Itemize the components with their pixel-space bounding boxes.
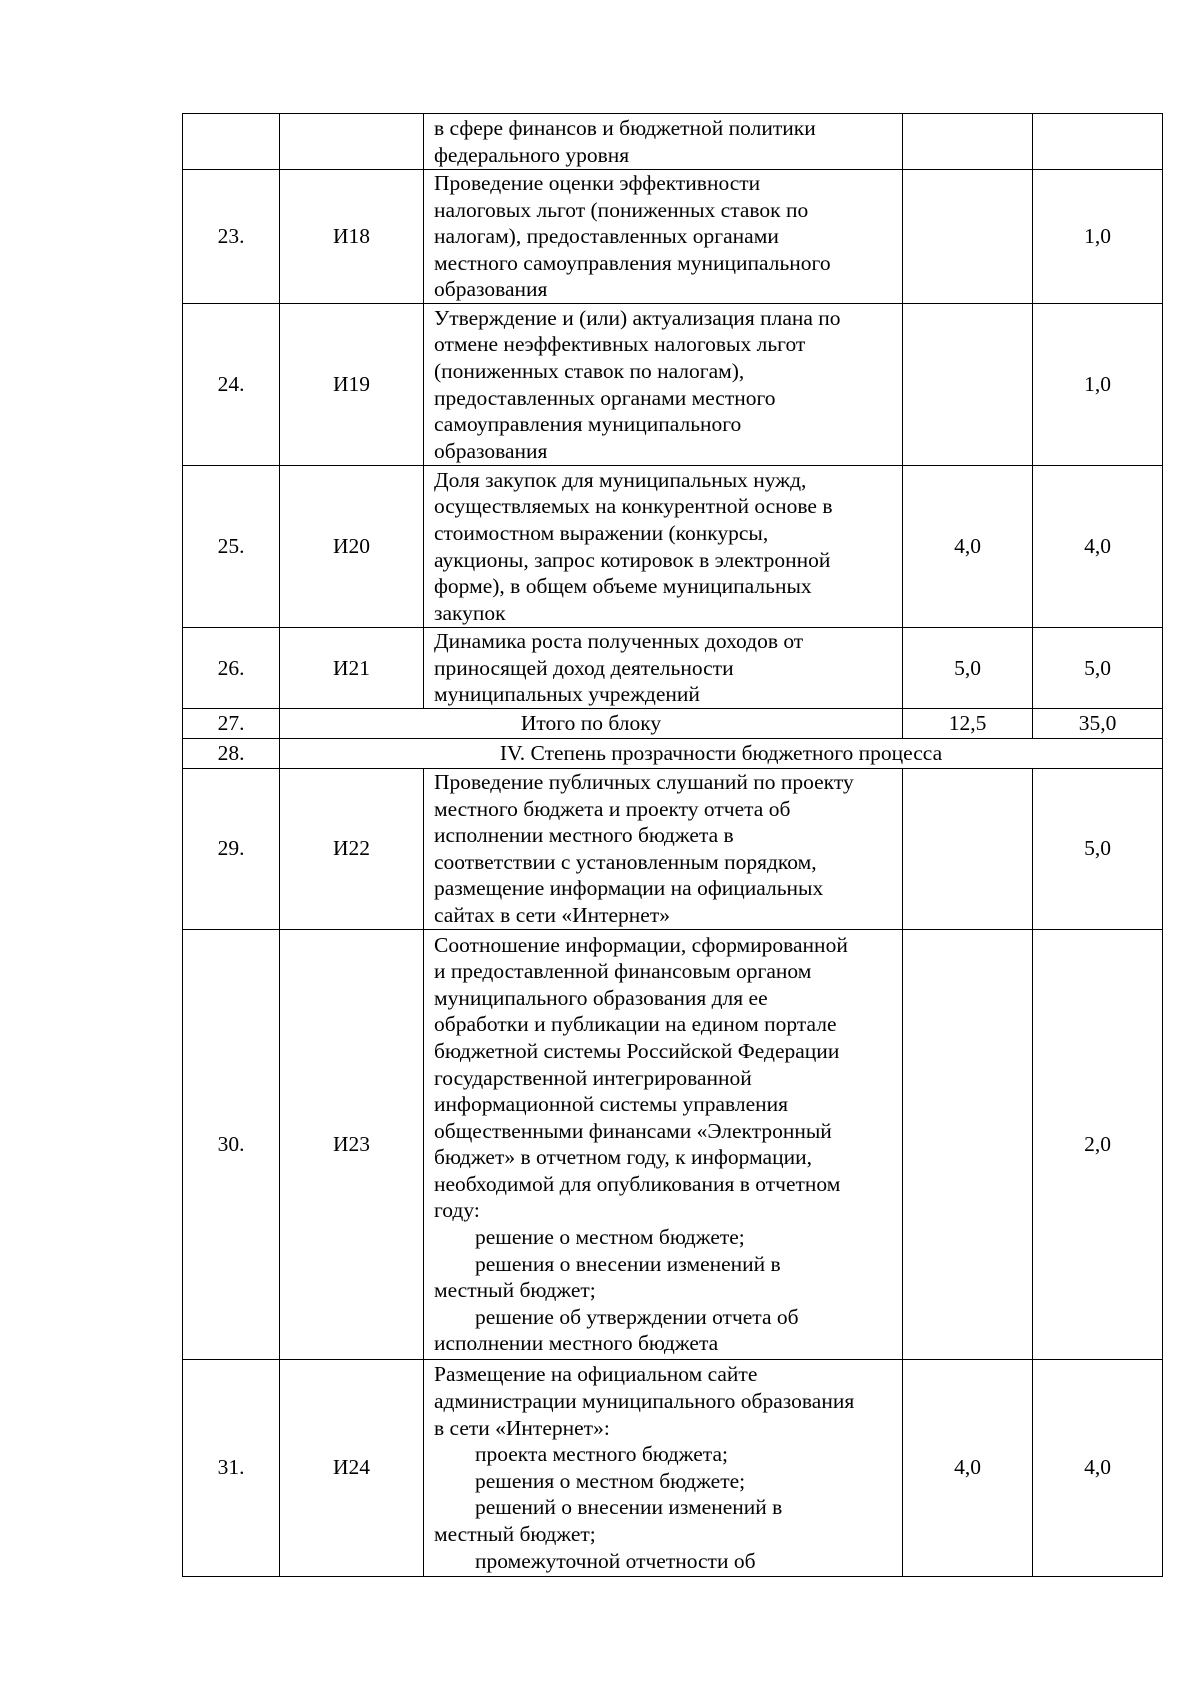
description-line: Динамика роста полученных доходов от — [434, 629, 804, 653]
indicator-code: И22 — [280, 768, 424, 929]
description-line: бюджетной системы Российской Федерации — [434, 1038, 840, 1063]
indicator-code: И24 — [280, 1359, 424, 1576]
description-line: Доля закупок для муниципальных нужд, — [434, 467, 807, 492]
description-line: решения о внесении изменений в — [475, 1251, 781, 1276]
indicator-description — [424, 929, 903, 1359]
row-number: 29. — [183, 768, 280, 929]
table-row — [183, 1359, 1163, 1576]
value-1: 4,0 — [903, 466, 1033, 628]
description-line: в сети «Интернет»: — [434, 1415, 610, 1440]
description-line: Утверждение и (или) актуализация плана по — [434, 305, 841, 330]
value-2: 4,0 — [1033, 1359, 1163, 1576]
indicator-code: И19 — [280, 304, 424, 466]
description-line: и предоставленной финансовым органом — [434, 959, 812, 984]
value-1 — [903, 170, 1033, 304]
indicator-code — [280, 114, 424, 170]
description-line: в сфере финансов и бюджетной политики — [434, 115, 816, 140]
value-1 — [903, 304, 1033, 466]
value-1 — [903, 768, 1033, 929]
description-line: осуществляемых на конкурентной основе в — [434, 494, 833, 519]
description-line: Соотношение информации, сформированной — [434, 932, 848, 957]
description-line: местный бюджет; — [434, 1521, 596, 1546]
description-line: решение о местном бюджете; — [475, 1225, 745, 1250]
description-line: федерального уровня — [434, 142, 630, 167]
table-row — [183, 170, 1163, 304]
description-line: местного бюджета и проекту отчета об — [434, 796, 791, 821]
indicator-table-body — [183, 114, 1163, 1577]
description-line: (пониженных ставок по налогам), — [434, 358, 745, 383]
table-row — [183, 628, 1163, 709]
value-1 — [903, 114, 1033, 170]
value-2: 5,0 — [1033, 768, 1163, 929]
description-line: закупок — [434, 600, 506, 625]
indicator-description — [424, 114, 903, 170]
description-line: форме), в общем объеме муниципальных — [434, 574, 812, 599]
total-row — [183, 708, 1163, 738]
value-1 — [903, 929, 1033, 1359]
row-number — [183, 114, 280, 170]
total-label: Итого по блоку — [280, 708, 903, 738]
value-2: 35,0 — [1033, 708, 1163, 738]
description-line: Размещение на официальном сайте — [434, 1362, 758, 1387]
description-line: Проведение оценки эффективности — [434, 171, 761, 196]
description-line: государственной интегрированной — [434, 1065, 752, 1090]
description-line: необходимой для опубликования в отчетном — [434, 1171, 841, 1196]
indicator-description — [424, 304, 903, 466]
description-line: общественными финансами «Электронный — [434, 1118, 832, 1143]
description-line: соответствии с установленным порядком, — [434, 849, 817, 874]
description-line: проекта местного бюджета; — [475, 1442, 728, 1467]
description-line: местный бюджет; — [434, 1278, 596, 1303]
indicator-code: И20 — [280, 466, 424, 628]
description-line: информационной системы управления — [434, 1092, 789, 1117]
indicator-code: И21 — [280, 628, 424, 709]
description-line: администрации муниципального образования — [434, 1389, 855, 1413]
description-line: решение об утверждении отчета об — [475, 1304, 799, 1329]
description-line: промежуточной отчетности об — [475, 1548, 756, 1573]
indicator-description — [424, 170, 903, 304]
description-line: году: — [434, 1198, 480, 1223]
description-line: отмене неэффективных налоговых льгот — [434, 332, 806, 357]
description-line: Проведение публичных слушаний по проекту — [434, 770, 854, 794]
description-line: бюджет» в отчетном году, к информации, — [434, 1145, 812, 1170]
indicator-description — [424, 628, 903, 709]
table-row — [183, 114, 1163, 170]
value-2 — [1033, 114, 1163, 170]
description-line: стоимостном выражении (конкурсы, — [434, 520, 769, 545]
value-2: 5,0 — [1033, 628, 1163, 709]
table-row — [183, 768, 1163, 929]
value-2: 1,0 — [1033, 304, 1163, 466]
description-line: муниципальных учреждений — [434, 682, 700, 707]
indicator-description — [424, 1359, 903, 1576]
description-line: образования — [434, 277, 548, 302]
row-number: 30. — [183, 929, 280, 1359]
indicator-description — [424, 466, 903, 628]
description-line: исполнении местного бюджета — [434, 1331, 719, 1356]
row-number: 24. — [183, 304, 280, 466]
description-line: налогам), предоставленных органами — [434, 224, 779, 249]
value-2: 1,0 — [1033, 170, 1163, 304]
indicator-code: И18 — [280, 170, 424, 304]
description-line: сайтах в сети «Интернет» — [434, 902, 670, 927]
description-line: муниципального образования для ее — [434, 985, 768, 1010]
description-line: предоставленных органами местного — [434, 385, 776, 410]
section-title: IV. Степень прозрачности бюджетного процесса — [280, 738, 1163, 768]
description-line: решения о местном бюджете; — [475, 1468, 746, 1493]
table-row — [183, 304, 1163, 466]
indicator-table — [182, 113, 1163, 1577]
description-line: аукционы, запрос котировок в электронной — [434, 547, 831, 572]
row-number: 28. — [183, 738, 280, 768]
section-header-row — [183, 738, 1163, 768]
description-line: размещение информации на официальных — [434, 876, 824, 901]
description-line: решений о внесении изменений в — [475, 1495, 783, 1520]
table-row — [183, 466, 1163, 628]
row-number: 31. — [183, 1359, 280, 1576]
value-2: 4,0 — [1033, 466, 1163, 628]
table-row — [183, 929, 1163, 1359]
description-line: обработки и публикации на едином портале — [434, 1012, 837, 1037]
row-number: 25. — [183, 466, 280, 628]
description-line: исполнении местного бюджета в — [434, 823, 734, 848]
description-line: налоговых льгот (пониженных ставок по — [434, 197, 809, 222]
value-1: 5,0 — [903, 628, 1033, 709]
value-1: 12,5 — [903, 708, 1033, 738]
row-number: 27. — [183, 708, 280, 738]
row-number: 26. — [183, 628, 280, 709]
description-line: самоуправления муниципального — [434, 412, 742, 437]
indicator-code: И23 — [280, 929, 424, 1359]
description-line: приносящей доход деятельности — [434, 655, 734, 680]
value-2: 2,0 — [1033, 929, 1163, 1359]
value-1: 4,0 — [903, 1359, 1033, 1576]
row-number: 23. — [183, 170, 280, 304]
indicator-description — [424, 768, 903, 929]
description-line: образования — [434, 438, 548, 463]
description-line: местного самоуправления муниципального — [434, 250, 831, 275]
